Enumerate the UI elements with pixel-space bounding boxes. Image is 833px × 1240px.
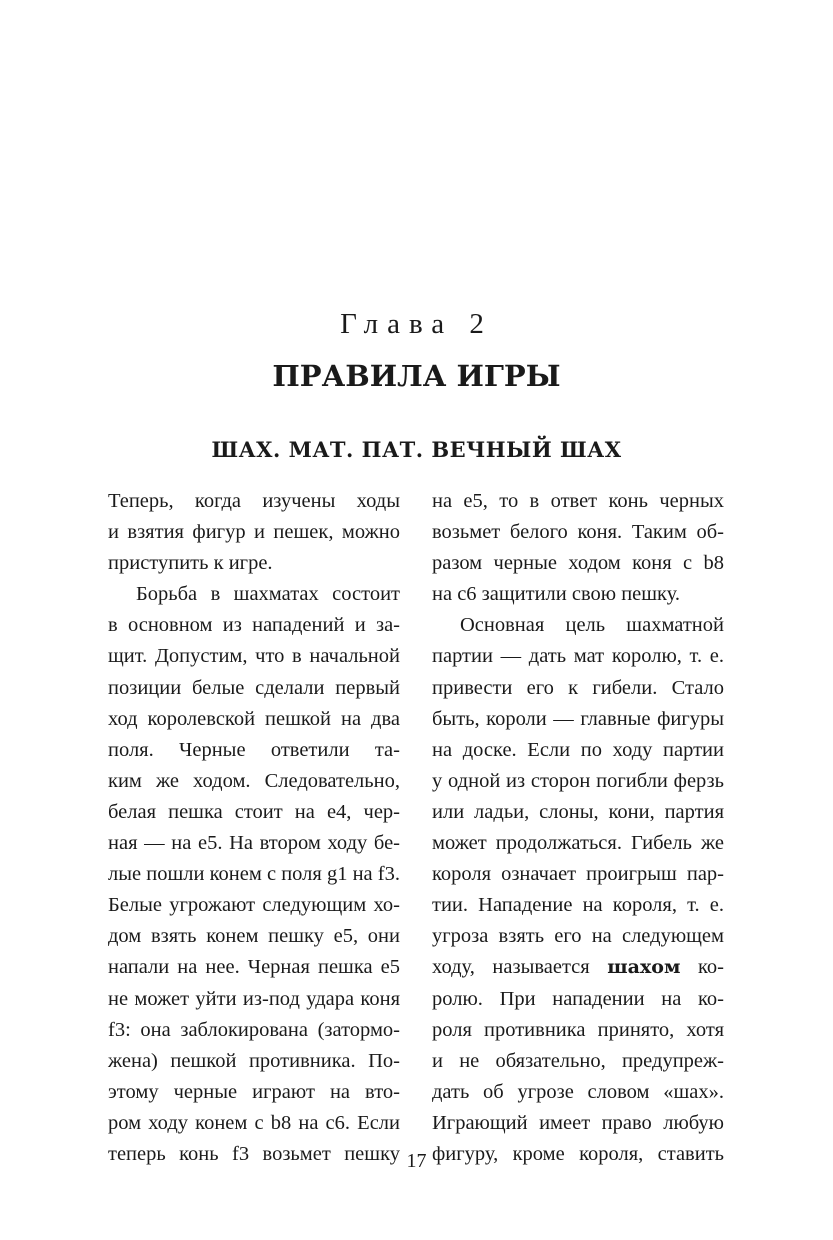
text-line: короля означает проигрыш пар- [432, 863, 724, 886]
text-line: партии — дать мат королю, т. е. [432, 645, 724, 668]
text-line: Основная цель шахматной [460, 614, 724, 637]
text-line: поля. Черные ответили та- [108, 738, 400, 761]
text-line: Белые угрожают следующим хо- [108, 894, 400, 917]
text-line: Борьба в шахматах состоит [136, 583, 400, 606]
section-title: ШАХ. МАТ. ПАТ. ВЕЧНЫЙ ШАХ [211, 437, 622, 462]
text-line: приступить к игре. [108, 552, 273, 575]
text-line: на доске. Если по ходу партии [432, 738, 724, 761]
text-line: теперь конь f3 возьмет пешку [108, 1142, 400, 1165]
text-line: быть, короли — главные фигуры [432, 707, 724, 730]
text-line: и взятия фигур и пешек, можно [108, 521, 400, 544]
text-line: на c6 защитили свою пешку. [432, 583, 681, 606]
text-line: этому черные играют на вто- [108, 1080, 400, 1103]
text-line: роля противника принято, хотя [432, 1018, 724, 1041]
text-line: напали на нее. Черная пешка e5 [108, 956, 400, 979]
text-line: или ладьи, слоны, кони, партия [432, 800, 724, 823]
page-number: 17 [406, 1150, 427, 1172]
text-fragment: ко- [698, 956, 725, 979]
text-line: возьмет белого коня. Таким об- [432, 521, 724, 544]
text-line: может продолжаться. Гибель же [432, 832, 724, 855]
chapter-title: ПРАВИЛА ИГРЫ [272, 359, 561, 393]
text-line: в основном из нападений и за- [108, 614, 400, 637]
left-column [108, 486, 400, 1170]
text-line: привести его к гибели. Стало [432, 676, 724, 699]
text-line: жена) пешкой противника. По- [108, 1049, 400, 1072]
text-line: на e5, то в ответ конь черных [432, 490, 724, 512]
text-line: дом взять конем пешку e5, они [108, 925, 400, 948]
text-line: лые пошли конем с поля g1 на f3. [108, 863, 400, 886]
text-line: белая пешка стоит на e4, чер- [108, 800, 400, 823]
term-shakh: шахом [607, 956, 681, 979]
text-line: ная — на e5. На втором ходу бе- [108, 832, 400, 855]
text-line: фигуру, кроме короля, ставить [432, 1142, 724, 1165]
text-line: f3: она заблокирована (затормо- [108, 1018, 400, 1041]
text-line: разом черные ходом коня с b8 [432, 552, 724, 575]
text-line: и не обязательно, предупреж- [432, 1049, 724, 1072]
text-line: ход королевской пешкой на два [108, 707, 400, 730]
text-line: ром ходу конем с b8 на c6. Если [108, 1111, 400, 1134]
text-line: у одной из сторон погибли ферзь [432, 769, 724, 792]
text-line-with-term [432, 952, 724, 983]
text-line: Теперь, когда изучены ходы [108, 490, 400, 512]
text-line: ролю. При нападении на ко- [432, 987, 724, 1010]
text-line: дать об угрозе словом «шах». [432, 1080, 724, 1103]
text-line: ким же ходом. Следовательно, [108, 769, 400, 792]
text-line: не может уйти из-под удара коня [108, 987, 400, 1010]
text-line: щит. Допустим, что в начальной [108, 645, 400, 668]
text-line: тии. Нападение на короля, т. е. [432, 894, 724, 917]
text-fragment: ходу, называется [432, 956, 590, 979]
text-line: Играющий имеет право любую [432, 1111, 724, 1134]
chapter-label: Глава 2 [340, 308, 493, 340]
text-line: угроза взять его на следующем [432, 925, 724, 948]
text-line: позиции белые сделали первый [108, 676, 400, 699]
right-column [432, 486, 724, 1170]
